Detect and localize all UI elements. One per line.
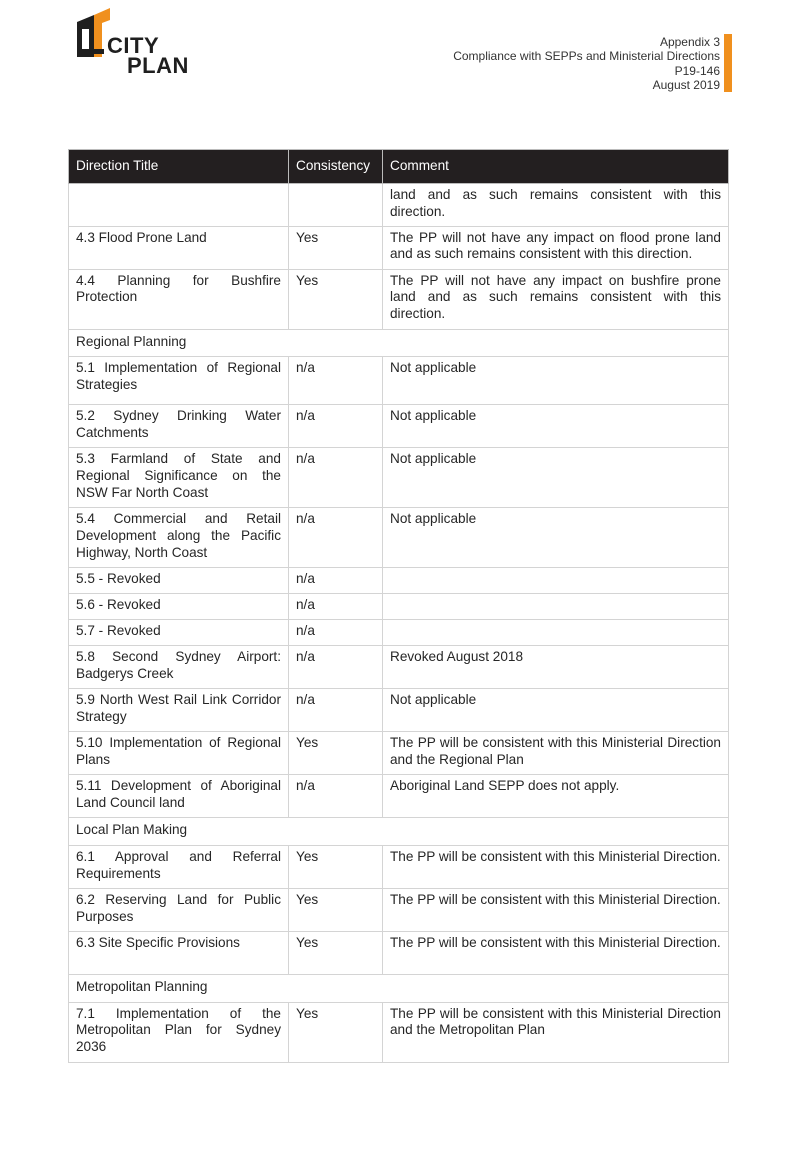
comment-cell: Revoked August 2018: [383, 645, 729, 688]
comment-cell: Aboriginal Land SEPP does not apply.: [383, 774, 729, 817]
table-row: [69, 688, 729, 731]
direction-title-cell: 5.6 - Revoked: [69, 593, 289, 619]
table-row: [69, 731, 729, 774]
direction-title-cell: 5.7 - Revoked: [69, 619, 289, 645]
direction-title-cell: 5.10 Implementation of Regional Plans: [69, 731, 289, 774]
direction-title-cell: 7.1 Implementation of the Metropolitan Plan for Sydney 2036: [69, 1002, 289, 1062]
table-row: [69, 888, 729, 931]
directions-table: [68, 149, 729, 1063]
table-header-row: [69, 150, 729, 184]
comment-cell: The PP will not have any impact on bushfire prone land and as such remains consistent with this direction.: [383, 269, 729, 329]
comment-cell: The PP will not have any impact on flood prone land and as such remains consistent with this direction.: [383, 226, 729, 269]
logo-plan-text: PLAN: [127, 53, 189, 78]
comment-cell: The PP will be consistent with this Ministerial Direction.: [383, 931, 729, 974]
comment-cell: The PP will be consistent with this Ministerial Direction.: [383, 845, 729, 888]
consistency-cell: n/a: [289, 447, 383, 507]
table-row: [69, 567, 729, 593]
consistency-cell: n/a: [289, 593, 383, 619]
table-row: [69, 226, 729, 269]
direction-title-cell: 4.3 Flood Prone Land: [69, 226, 289, 269]
direction-title-cell: 5.2 Sydney Drinking Water Catchments: [69, 405, 289, 448]
comment-cell: The PP will be consistent with this Ministerial Direction and the Regional Plan: [383, 731, 729, 774]
table-section-row: [69, 329, 729, 357]
table-row: [69, 931, 729, 974]
direction-title-cell: 5.11 Development of Aboriginal Land Council land: [69, 774, 289, 817]
consistency-cell: Yes: [289, 1002, 383, 1062]
table-row: [69, 593, 729, 619]
table-row: [69, 774, 729, 817]
appendix-label: Appendix 3: [659, 35, 720, 49]
table-row: [69, 1002, 729, 1062]
consistency-cell: n/a: [289, 645, 383, 688]
table-row: [69, 184, 729, 227]
comment-cell: [383, 593, 729, 619]
comment-cell: [383, 567, 729, 593]
consistency-cell: [289, 184, 383, 227]
comment-cell: Not applicable: [383, 405, 729, 448]
appendix-subtitle: Compliance with SEPPs and Ministerial Directions: [453, 49, 720, 64]
table-row: [69, 269, 729, 329]
comment-cell: The PP will be consistent with this Ministerial Direction.: [383, 888, 729, 931]
consistency-cell: Yes: [289, 269, 383, 329]
header-direction-title: Direction Title: [69, 150, 289, 184]
comment-cell: land and as such remains consistent with this direction.: [383, 184, 729, 227]
table-row: [69, 405, 729, 448]
consistency-cell: n/a: [289, 357, 383, 405]
comment-cell: Not applicable: [383, 688, 729, 731]
comment-cell: Not applicable: [383, 507, 729, 567]
consistency-cell: n/a: [289, 774, 383, 817]
document-date: August 2019: [652, 77, 720, 92]
consistency-cell: n/a: [289, 619, 383, 645]
consistency-cell: Yes: [289, 931, 383, 974]
table-row: [69, 845, 729, 888]
header-consistency: Consistency: [289, 150, 383, 184]
direction-title-cell: 4.4 Planning for Bushfire Protection: [69, 269, 289, 329]
direction-title-cell: 6.1 Approval and Referral Requirements: [69, 845, 289, 888]
table-section-row: [69, 817, 729, 845]
direction-title-cell: 6.2 Reserving Land for Public Purposes: [69, 888, 289, 931]
consistency-cell: Yes: [289, 888, 383, 931]
direction-title-cell: [69, 184, 289, 227]
table-row: [69, 507, 729, 567]
comment-cell: Not applicable: [383, 357, 729, 405]
consistency-cell: n/a: [289, 507, 383, 567]
header-accent-bar: [724, 34, 732, 92]
direction-title-cell: 5.8 Second Sydney Airport: Badgerys Creek: [69, 645, 289, 688]
consistency-cell: n/a: [289, 567, 383, 593]
section-heading: Metropolitan Planning: [69, 974, 729, 1002]
table-row: [69, 357, 729, 405]
project-reference: P19-146: [674, 63, 720, 78]
consistency-cell: Yes: [289, 226, 383, 269]
section-heading: Regional Planning: [69, 329, 729, 357]
header-comment: Comment: [383, 150, 729, 184]
consistency-cell: n/a: [289, 405, 383, 448]
comment-cell: Not applicable: [383, 447, 729, 507]
comment-cell: [383, 619, 729, 645]
logo-city-text: CITY: [107, 33, 160, 58]
consistency-cell: n/a: [289, 688, 383, 731]
direction-title-cell: 5.9 North West Rail Link Corridor Strategy: [69, 688, 289, 731]
direction-title-cell: 5.1 Implementation of Regional Strategies: [69, 357, 289, 405]
consistency-cell: Yes: [289, 731, 383, 774]
table-row: [69, 619, 729, 645]
direction-title-cell: 6.3 Site Specific Provisions: [69, 931, 289, 974]
table-row: [69, 447, 729, 507]
direction-title-cell: 5.5 - Revoked: [69, 567, 289, 593]
direction-title-cell: 5.3 Farmland of State and Regional Significance on the NSW Far North Coast: [69, 447, 289, 507]
direction-title-cell: 5.4 Commercial and Retail Development along the Pacific Highway, North Coast: [69, 507, 289, 567]
document-header: [453, 35, 720, 92]
section-heading: Local Plan Making: [69, 817, 729, 845]
table-row: [69, 645, 729, 688]
comment-cell: The PP will be consistent with this Ministerial Direction and the Metropolitan Plan: [383, 1002, 729, 1062]
table-section-row: [69, 974, 729, 1002]
consistency-cell: Yes: [289, 845, 383, 888]
